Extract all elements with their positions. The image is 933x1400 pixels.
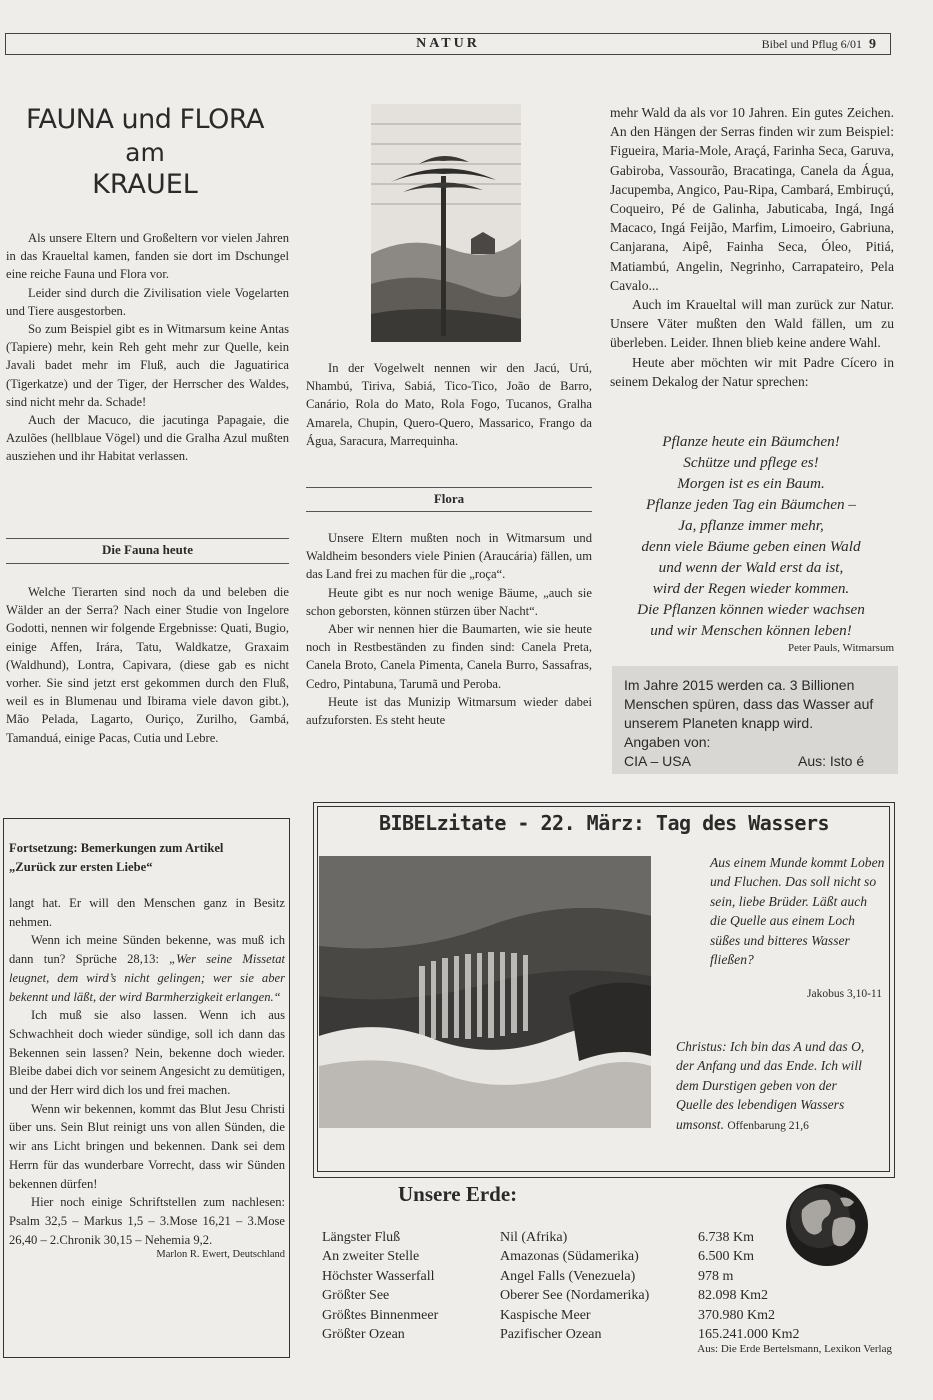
fact-value: 6.738 Km — [698, 1230, 754, 1245]
bible-quote-james — [710, 853, 886, 969]
column3-paragraph: mehr Wald da als vor 10 Jahren. Ein gutes Zeichen. An den Hängen der Serras finden wir zum Beispiel: Figueira, Maria-Mole, Araçá, Farinha Seca, Garuva, Gabiroba, Vassourão, Bracatinga, Canela da Água, Jacupemba, Angico, Pau-Ripa, Cambará, Embiruçú, Coqueiro, Pé de Galinha, Jabuticaba, Ingá, Ingá Macaco, Ingá Feijão, Marfim, Limoeiro, Gabriuna, Canjarana, Aipê, Fainha Seca, Óleo, Pitiá, Matiambú, Angelin, Negrinho, Carrapateiro, Pela Cavalo... — [610, 105, 894, 293]
poem-line: denn viele Bäume geben einen Wald — [641, 538, 861, 555]
flora-heading: Flora — [433, 491, 465, 506]
poem-line: Die Pflanzen können wieder wachsen — [637, 601, 865, 618]
water-source-right: Aus: Isto é — [798, 753, 865, 769]
fact-label: Größtes Binnenmeer — [322, 1307, 439, 1323]
fact-label: An zweiter Stelle — [322, 1249, 420, 1265]
fact-name: Angel Falls (Venezuela) — [500, 1268, 636, 1284]
water-source-left: CIA – USA — [624, 753, 691, 769]
fact-label: Größter Ozean — [322, 1326, 405, 1342]
poem-line: und wir Menschen können leben! — [650, 622, 852, 639]
scripture-quote: „Wer seine Missetat leugnet, dem wird’s nicht gelingen; wer sie aber bekennt und läßt, der wird Barmherzigkeit erlangen.“ — [9, 952, 286, 1004]
continuation-text-span: Wenn ich meine Sünden bekenne, was muß ich dann tun? Sprüche 28,13: — [9, 933, 285, 967]
poem-line: und wenn der Wald erst da ist, — [658, 559, 844, 576]
table-row — [322, 1288, 800, 1307]
title-line-2: am — [125, 137, 165, 167]
intro-text — [6, 229, 289, 466]
continuation-paragraph: langt hat. Er will den Menschen ganz in Besitz nehmen. — [9, 896, 285, 929]
continuation-title — [9, 839, 285, 877]
poem-line: Pflanze heute ein Bäumchen! — [662, 433, 840, 450]
column3-text — [610, 103, 894, 391]
quote-text: Aus einem Munde kommt Loben und Fluchen. Das soll nicht so sein, liebe Brüder. Läßt auch die Quelle aus einem Loch süßes und bitteres Wasser fließen? — [710, 855, 885, 968]
page-header — [5, 33, 891, 55]
divider — [6, 563, 289, 564]
poem-line: Morgen ist es ein Baum. — [677, 475, 825, 492]
table-row — [322, 1249, 800, 1268]
birds-paragraph: In der Vogelwelt nennen wir den Jacú, Urú, Nhambú, Tiriva, Sabiá, Tico-Tico, João de Barro, Canário, Rola do Mato, Rola Fogo, Tucanos, Gralha Amarela, Chupin, Quero-Quero, Massarico, Frango da Água, Saracura, Marrequinha. — [306, 361, 592, 448]
article-title — [5, 103, 285, 202]
flora-paragraph: Heute gibt es nur noch wenige Bäume, „auch sie schon geborsten, können stürzen über Nacht“. — [306, 585, 592, 618]
poem-line: Ja, pflanze immer mehr, — [678, 517, 824, 534]
poem-author: Peter Pauls, Witmarsum — [788, 642, 894, 654]
quote-text: Christus: Ich bin das A und das O, der Anfang und das Ende. Ich will dem Durstigen geben von der Quelle des lebendigen Wassers umsonst. — [676, 1039, 865, 1132]
unsere-erde-title: Unsere Erde: — [398, 1182, 518, 1206]
continuation-paragraph: Ich muß sie also lassen. Wenn ich aus Schwachheit doch wieder sündige, soll ich dann das Bekennen sein lassen? Nein, bekenne doch wieder. Bleibe dabei dich vor seinem Angesicht zu demütigen, und der Herr wird dich los und frei machen. — [9, 1008, 285, 1098]
continuation-paragraph: Hier noch einige Schriftstellen zum nachlesen: Psalm 32,5 – Markus 1,5 – 3.Mose 16,21 – 3.Mose 26,40 – 2.Chronik 30,15 – Nehemia 9,2. — [9, 1195, 285, 1247]
poem-line: Schütze und pflege es! — [683, 454, 819, 471]
flora-paragraph: Aber wir nennen hier die Baumarten, wie sie heute noch in Restbeständen zu finden sind: Canela Preta, Canela Broto, Canela Pimenta, Canela Burro, Sassafras, Cedro, Pintabuna, Tarumã und Peroba. — [306, 622, 592, 691]
fact-label: Größter See — [322, 1288, 390, 1304]
table-row — [322, 1269, 800, 1288]
fact-value: 82.098 Km2 — [698, 1288, 768, 1304]
intro-paragraph: Als unsere Eltern und Großeltern vor vielen Jahren in das Kraueltal kamen, fanden sie dort im Dschungel eine reiche Fauna und Flora vor. — [6, 231, 289, 282]
water-source-row — [624, 752, 886, 771]
bible-ref-james: Jakobus 3,10-11 — [807, 988, 882, 1000]
continuation-paragraph — [9, 931, 285, 1006]
continuation-box — [3, 818, 290, 1358]
earth-facts-source: Aus: Die Erde Bertelsmann, Lexikon Verlag — [697, 1343, 892, 1355]
flora-paragraph: Unsere Eltern mußten noch in Witmarsum und Waldheim besonders viele Pinien (Araucária) fällen, um das Land frei zu machen für die „roça“. — [306, 531, 592, 582]
araucaria-illustration — [371, 104, 521, 342]
bible-ref-revelation: Offenbarung 21,6 — [727, 1119, 809, 1132]
fact-label: Höchster Wasserfall — [322, 1268, 435, 1284]
earth-facts-table — [322, 1230, 800, 1346]
water-fact-text: Im Jahre 2015 werden ca. 3 Billionen Menschen spüren, dass das Wasser auf unserem Planeten knapp wird. — [624, 677, 874, 731]
bibelzitate-title: BIBELzitate - 22. März: Tag des Wassers — [378, 811, 830, 835]
fauna-heading: Die Fauna heute — [102, 542, 193, 557]
table-row — [322, 1230, 800, 1249]
column3-paragraph: Heute aber möchten wir mit Padre Cícero in seinem Dekalog der Natur sprechen: — [610, 354, 894, 389]
fact-value: 165.241.000 Km2 — [698, 1326, 800, 1342]
issue-number: 6/01 — [840, 37, 862, 51]
divider — [6, 538, 289, 539]
fact-name: Nil (Afrika) — [500, 1230, 568, 1245]
intro-paragraph: Leider sind durch die Zivilisation viele Vogelarten und Tiere ausgestorben. — [6, 285, 289, 318]
fauna-paragraph: Welche Tierarten sind noch da und beleben die Wälder an der Serra? Nach einer Studie von Ingelore Godotti, nennen wir folgende Ergebnisse: Quati, Bugio, einige Affen, Irára, Tatu, Waldkatze, Graxaim (Waldhund), Lontra, Capivara, (diese gab es nicht vorher. Sie sind jetzt erst gekommen durch den Fluß, weil es in Blumenau und Ibirama viele davon gibt.), Mão Pelada, Lagarto, Ouriço, Zurilho, Gambá, Tamanduá, einige Pacas, Cutia und Lebre. — [6, 585, 289, 745]
table-row — [322, 1308, 800, 1327]
continuation-text — [9, 894, 285, 1249]
publication-name: Bibel und Pflug — [761, 37, 838, 51]
intro-paragraph: So zum Beispiel gibt es in Witmarsum keine Antas (Tapiere) mehr, kein Reh geht mehr zur Quelle, kein Javali badet mehr im Fluß, auch die Jaguatirica (Tigerkatze) und der Tiger, der Herrscher des Waldes, sind nicht mehr da. Schade! — [6, 322, 289, 409]
page-info — [762, 37, 876, 53]
title-line-3: KRAUEL — [92, 169, 198, 200]
page-number: 9 — [869, 37, 876, 52]
flora-paragraph: Heute ist das Munizip Witmarsum wieder dabei aufzuforsten. Es steht heute — [306, 694, 592, 728]
bible-quote-revelation — [676, 1037, 872, 1136]
poem-line: Pflanze jeden Tag ein Bäumchen – — [646, 496, 856, 513]
fact-label: Längster Fluß — [322, 1230, 401, 1245]
continuation-title-line: „Zurück zur ersten Liebe“ — [9, 860, 153, 874]
divider — [306, 511, 592, 512]
fact-name: Oberer See (Nordamerika) — [500, 1288, 650, 1304]
fact-name: Kaspische Meer — [500, 1307, 591, 1323]
waterfall-photo — [319, 856, 651, 1128]
continuation-title-line: Fortsetzung: Bemerkungen zum Artikel — [9, 841, 224, 855]
fact-name: Amazonas (Südamerika) — [500, 1249, 639, 1265]
divider — [306, 487, 592, 488]
fauna-text — [6, 583, 289, 747]
poem-line: wird der Regen wieder kommen. — [652, 580, 850, 597]
water-fact-box — [612, 666, 898, 774]
fact-value: 370.980 Km2 — [698, 1307, 775, 1323]
bibelzitate-box — [313, 802, 895, 1178]
birds-text — [306, 359, 592, 450]
continuation-author: Marlon R. Ewert, Deutschland — [156, 1249, 285, 1261]
section-title: NATUR — [416, 36, 480, 51]
fact-value: 978 m — [698, 1268, 734, 1284]
nature-poem — [606, 431, 896, 641]
column3-paragraph: Auch im Kraueltal will man zurück zur Natur. Unsere Väter mußten den Wald fällen, um zu überleben. Leider. Ihnen blieb keine andere Wahl. — [610, 297, 894, 351]
intro-paragraph: Auch der Macuco, die jacutinga Papagaie, die Azulões (hellblaue Vögel) und die Gralha Azul mußten ausziehen und ihr Habitat verlassen. — [6, 413, 289, 464]
flora-text — [306, 529, 592, 729]
title-line-1: FAUNA und FLORA — [26, 104, 264, 135]
fact-name: Pazifischer Ozean — [500, 1326, 602, 1342]
fact-value: 6.500 Km — [698, 1249, 754, 1265]
continuation-paragraph: Wenn wir bekennen, kommt das Blut Jesu Christi über uns. Sein Blut reinigt uns von allen Sünden, die wir ans Licht bringen und bekennen. Dank sei dem Herrn für das wunderbare Vorrecht, dass wir Sünden bekennen dürfen! — [9, 1101, 285, 1191]
water-source-label: Angaben von: — [624, 734, 711, 750]
